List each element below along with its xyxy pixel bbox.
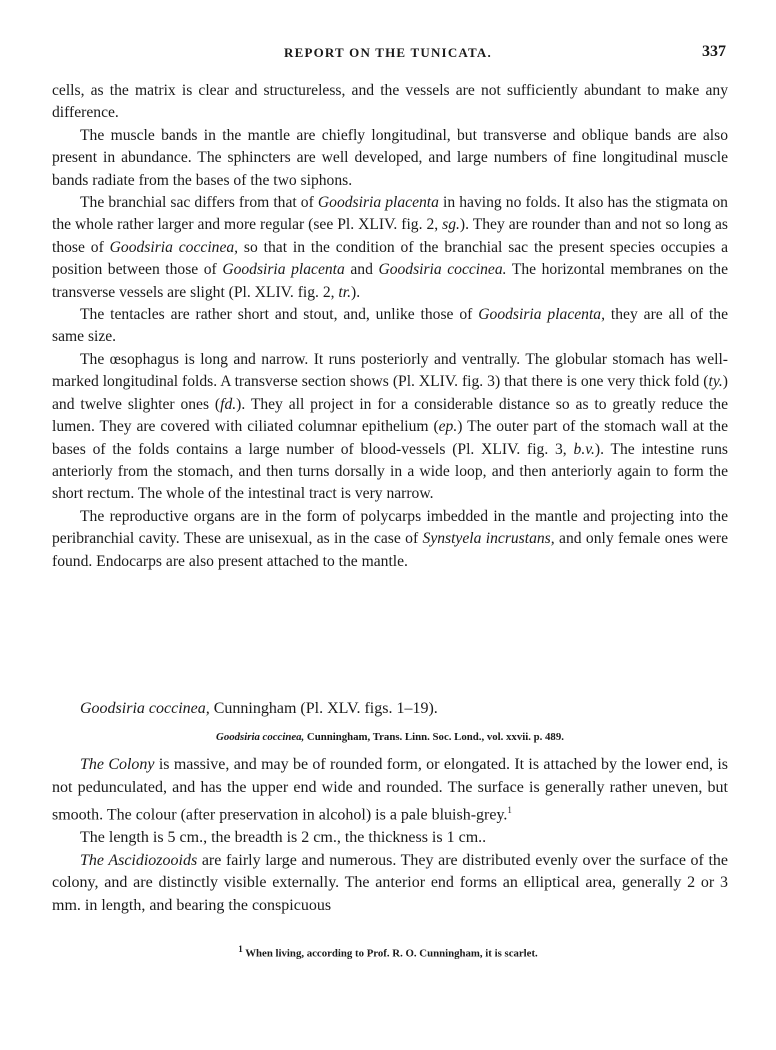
citation: Goodsiria coccinea, Cunningham, Trans. Linn. Soc. Lond., vol. xxvii. p. 489. [216,730,564,743]
species-section [52,698,728,918]
paragraph-reproductive-organs: The reproductive organs are in the form of polycarps imbedded in the mantle and projecting into the peribranchial cavity. These are unisexual, as in the case of Synstyela incrustans, and only female ones were found. Endocarps are also present attached to the mantle. [52,507,729,570]
paragraph-muscle-bands: The muscle bands in the mantle are chiefly longitudinal, but transverse and oblique bands are also present in abundance. The sphincters are well developed, and large numbers of fine longitudinal muscle bands radiate from the bases of the two siphons. [52,126,728,189]
page-number: 337 [702,43,726,60]
section-heading: Goodsiria coccinea, Cunningham (Pl. XLV. figs. 1–19). [80,700,438,717]
footnote: $^1$ When living, according to Prof. R. O. Cunningham, it is scarlet. [238,944,538,960]
paragraph-continued: cells, as the matrix is clear and structureless, and the vessels are not sufficiently abundant to make any difference. [52,82,728,122]
body-text [52,80,728,573]
paragraph-dimensions: The length is 5 cm., the breadth is 2 cm., the thickness is 1 cm.. [80,829,487,847]
running-title: REPORT ON THE TUNICATA. [284,45,492,60]
paragraph-ascidiozooids: The Ascidiozooids are fairly large and numerous. They are distributed evenly over the surface of the colony, and are distinctly visible externally. The anterior end forms an elliptical area, generally 2 or 3 mm. in length, and bearing the conspicuous [52,851,729,915]
footnote-marker: 1 [507,805,512,816]
paragraph-oesophagus: The œsophagus is long and narrow. It runs posteriorly and ventrally. The globular stomach has well-marked longitudinal folds. A transverse section shows (Pl. XLIV. fig. 3) that there is one very thick fold (ty.) and twelve slighter ones (fd.). They all project in for a considerable distance so as to greatly reduce the lumen. They are covered with ciliated columnar epithelium (ep.) The outer part of the stomach wall at the bases of the folds contains a large number of blood-vessels (Pl. XLIV. fig. 3, b.v.). The intestine runs anteriorly from the stomach, and then turns dorsally in a wide loop, and then anteriorly again to form the short rectum. The whole of the intestinal tract is very narrow. [52,350,729,503]
paragraph-tentacles: The tentacles are rather short and stout, and, unlike those of Goodsiria placenta, they are all of the same size. [52,306,728,346]
paragraph-branchial-sac: The branchial sac differs from that of Goodsiria placenta in having no folds. It also has the stigmata on the whole rather larger and more regular (see Pl. XLIV. fig. 2, sg.). They are rounder than and not so long as those of Goodsiria coccinea, so that in the condition of the branchial sac the present species occupies a position between those of Goodsiria placenta and Goodsiria coccinea. The horizontal membranes on the transverse vessels are slight (Pl. XLIV. fig. 2, tr.). [52,194,728,301]
paragraph-colony: The Colony is massive, and may be of rounded form, or elongated. It is attached by the lower end, is not pedunculated, and has the upper end wide and rounded. The surface is generally rather uneven, but smooth. The colour (after preservation in alcohol) is a pale bluish-grey.$^1$ [52,756,728,824]
